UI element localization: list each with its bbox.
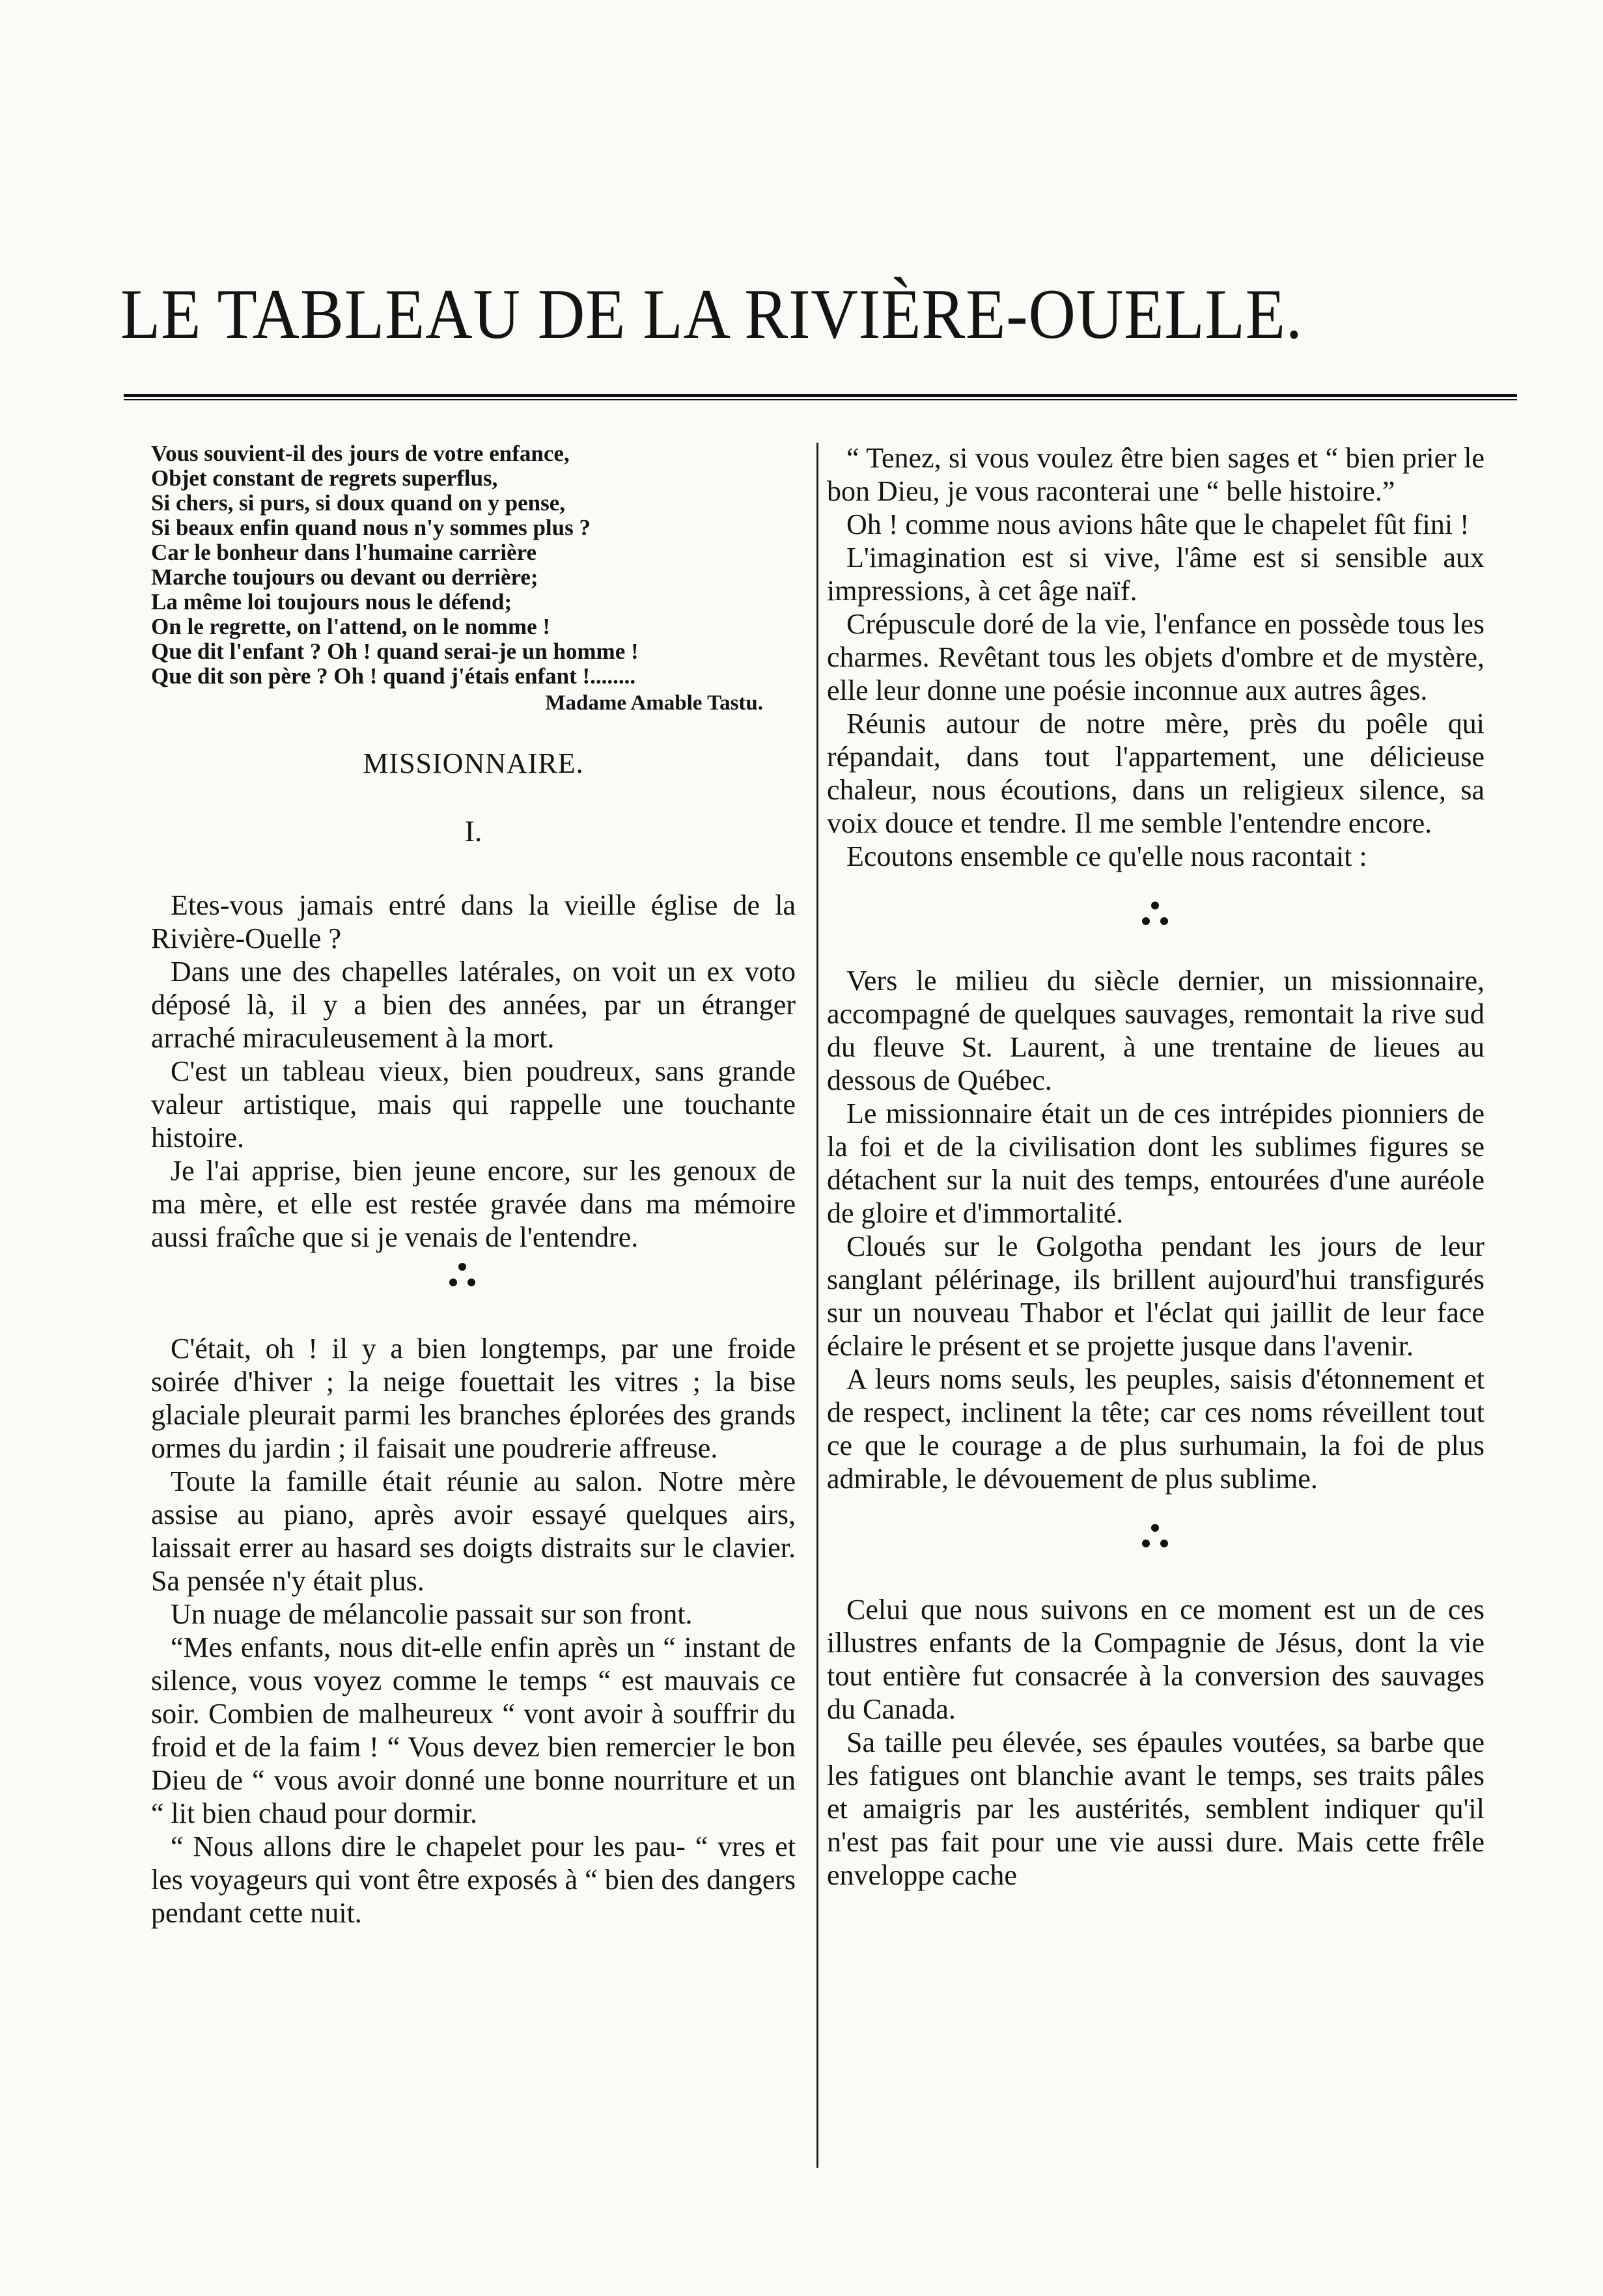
paragraph: Etes-vous jamais entré dans la vieille église de la Rivière-Ouelle ? xyxy=(151,889,796,954)
section-number: I. xyxy=(464,814,482,848)
page-title: LE TABLEAU DE LA RIVIÈRE-OUELLE. xyxy=(120,275,1303,353)
epigraph-line: Vous souvient-il des jours de votre enfance, xyxy=(151,441,570,466)
epigraph-line: On le regrette, on l'attend, on le nomme ! xyxy=(151,614,551,639)
paragraph: “Mes enfants, nous dit-elle enfin après un “ instant de silence, vous voyez comme le temps “ est mauvais ce soir. Combien de malheureux “ vont avoir à souffrir du froid et de la faim ! “ Vous devez bien remercier le bon Dieu de “ vous avoir donné une bonne nourriture et un “ lit bien chaud pour dormir. xyxy=(151,1631,796,1829)
paragraph: Vers le milieu du siècle dernier, un missionnaire, accompagné de quelques sauvages, remontait la rive sud du fleuve St. Laurent, à une trentaine de lieues au dessous de Québec. xyxy=(827,965,1485,1096)
epigraph-line: La même loi toujours nous le défend; xyxy=(151,589,512,615)
paragraph: Sa taille peu élevée, ses épaules voutées, sa barbe que les fatigues ont blanchie avant le temps, ses traits pâles et amaigris par les austérités, semblent indiquer qu'il n'est pas fait pour une vie aussi dure. Mais cette frêle enveloppe cache xyxy=(827,1726,1485,1891)
paragraph: C'est un tableau vieux, bien poudreux, sans grande valeur artistique, mais qui rappelle une touchante histoire. xyxy=(151,1055,796,1154)
epigraph xyxy=(151,441,796,715)
paragraph: “ Nous allons dire le chapelet pour les pau- “ vres et les voyageurs qui vont être exposés à “ bien des dangers pendant cette nuit. xyxy=(151,1831,796,1929)
asterism-separator xyxy=(827,1515,1485,1567)
epigraph-line: Car le bonheur dans l'humaine carrière xyxy=(151,540,537,565)
title-rule xyxy=(124,394,1517,400)
asterism-separator xyxy=(151,1254,796,1306)
epigraph-line: Que dit l'enfant ? Oh ! quand serai-je un homme ! xyxy=(151,639,639,664)
paragraph: Crépuscule doré de la vie, l'enfance en possède tous les charmes. Revêtant tous les objets d'ombre et de mystère, elle leur donne une poésie inconnue aux autres âges. xyxy=(827,608,1485,706)
paragraph: A leurs noms seuls, les peuples, saisis d'étonnement et de respect, inclinent la tête; car ces noms réveillent tout ce que le courage a de plus surhumain, la foi de plus admirable, le dévouement de plus sublime. xyxy=(827,1363,1485,1495)
paragraph: Celui que nous suivons en ce moment est un de ces illustres enfants de la Compagnie de Jésus, dont la vie tout entière fut consacrée à la conversion des sauvages du Canada. xyxy=(827,1594,1485,1725)
paragraph: Oh ! comme nous avions hâte que le chapelet fût fini ! xyxy=(846,508,1470,540)
paragraph: Réunis autour de notre mère, près du poêle qui répandait, dans tout l'appartement, une délicieuse chaleur, nous écoutions, dans un religieux silence, sa voix douce et tendre. Il me semble l'entendre encore. xyxy=(827,708,1485,839)
paragraph: Dans une des chapelles latérales, on voit un ex voto déposé là, il y a bien des années, par un étranger arraché miraculeusement à la mort. xyxy=(151,956,796,1054)
left-column xyxy=(151,441,796,1929)
paragraph: Cloués sur le Golgotha pendant les jours de leur sanglant pélérinage, ils brillent aujourd'hui transfigurés sur un nouveau Thabor et l'éclat qui jaillit de leur face éclaire le présent et se projette jusque dans l'avenir. xyxy=(827,1230,1485,1362)
epigraph-line: Si beaux enfin quand nous n'y sommes plus ? xyxy=(151,515,591,540)
paragraph: Toute la famille était réunie au salon. Notre mère assise au piano, après avoir essayé quelques airs, laissait errer au hasard ses doigts distraits sur le clavier. Sa pensée n'y était plus. xyxy=(151,1465,796,1597)
epigraph-line: Si chers, si purs, si doux quand on y pense, xyxy=(151,490,566,516)
epigraph-line: Objet constant de regrets superflus, xyxy=(151,465,498,491)
paragraph: “ Tenez, si vous voulez être bien sages et “ bien prier le bon Dieu, je vous raconterai une “ belle histoire.” xyxy=(827,442,1485,507)
right-column xyxy=(827,441,1485,1892)
paragraph: Un nuage de mélancolie passait sur son front. xyxy=(171,1598,693,1630)
epigraph-line: Marche toujours ou devant ou derrière; xyxy=(151,564,538,590)
paragraph: Le missionnaire était un de ces intrépides pionniers de la foi et de la civilisation dont les sublimes figures se détachent sur la nuit des temps, entourées d'une auréole de gloire et d'immortalité. xyxy=(827,1098,1485,1229)
epigraph-attribution: Madame Amable Tastu. xyxy=(545,691,763,715)
asterism-separator xyxy=(827,892,1485,945)
paragraph: L'imagination est si vive, l'âme est si sensible aux impressions, à cet âge naïf. xyxy=(827,542,1485,607)
section-heading: MISSIONNAIRE. xyxy=(363,747,584,779)
epigraph-line: Que dit son père ? Oh ! quand j'étais enfant !........ xyxy=(151,663,636,689)
paragraph: Je l'ai apprise, bien jeune encore, sur les genoux de ma mère, et elle est restée gravée dans ma mémoire aussi fraîche que si je venais de l'entendre. xyxy=(151,1155,796,1253)
paragraph: Ecoutons ensemble ce qu'elle nous racontait : xyxy=(846,840,1367,872)
paragraph: C'était, oh ! il y a bien longtemps, par une froide soirée d'hiver ; la neige fouettait les vitres ; la bise glaciale pleurait parmi les branches éplorées des grands ormes du jardin ; il faisait une poudrerie affreuse. xyxy=(151,1333,796,1464)
column-divider xyxy=(816,443,818,2168)
